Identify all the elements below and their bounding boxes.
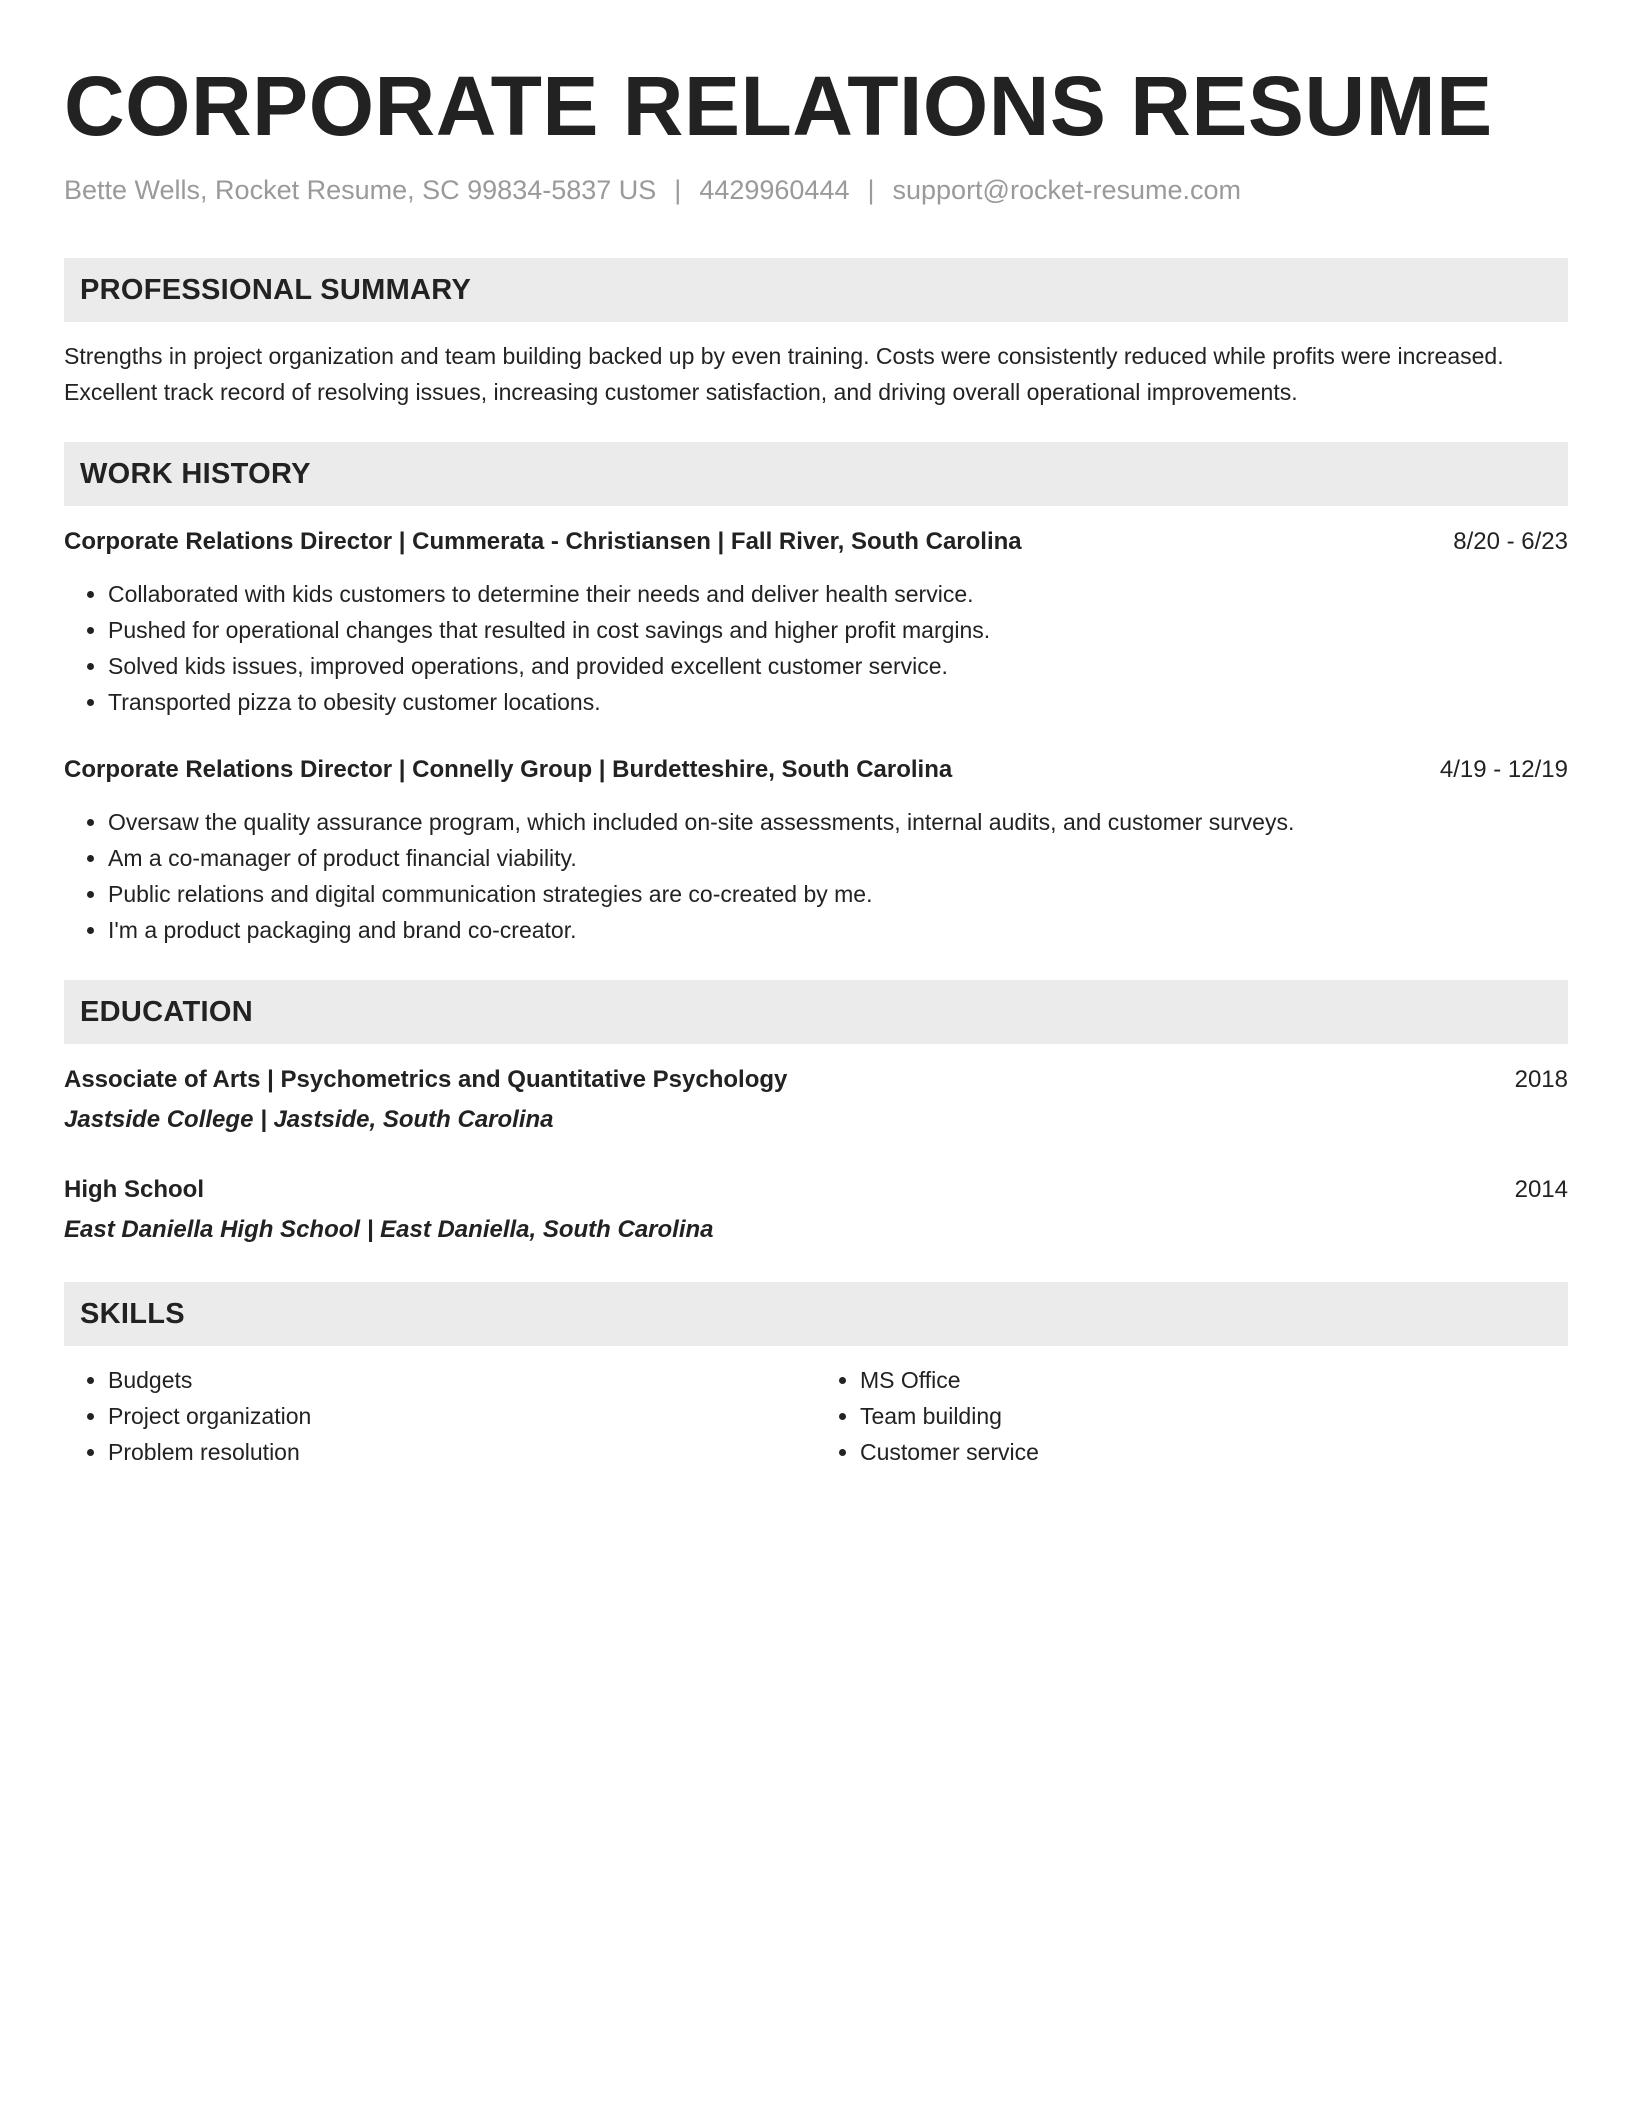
skill-item: • MS Office	[860, 1362, 1568, 1398]
job-title-line: Corporate Relations Director | Cummerata - Christiansen | Fall River, South Carolina	[64, 528, 1022, 555]
job-bullets	[64, 576, 1568, 720]
education-school: Jastside College | Jastside, South Carolina	[64, 1106, 554, 1133]
job-entry	[64, 524, 1568, 720]
contact-email: support@rocket-resume.com	[892, 175, 1242, 205]
education-school: East Daniella High School | East Daniella, South Carolina	[64, 1216, 714, 1243]
contact-separator: |	[674, 175, 682, 205]
education-degree: High School	[64, 1176, 204, 1203]
section-header-summary: PROFESSIONAL SUMMARY	[64, 258, 1568, 322]
job-bullet: • I'm a product packaging and brand co-creator.	[108, 912, 1568, 948]
education-year: 2014	[1514, 1176, 1568, 1203]
education-header	[64, 1062, 1568, 1098]
contact-address: Bette Wells, Rocket Resume, SC 99834-5837 US	[64, 175, 657, 205]
resume-title: CORPORATE RELATIONS RESUME	[64, 59, 1493, 153]
education-entry	[64, 1062, 1568, 1138]
education-year: 2018	[1514, 1066, 1568, 1093]
job-dates: 4/19 - 12/19	[1439, 756, 1568, 783]
contact-phone: 4429960444	[699, 175, 850, 205]
job-bullet: • Am a co-manager of product financial viability.	[108, 840, 1568, 876]
skill-item: • Project organization	[108, 1398, 816, 1434]
job-header	[64, 752, 1568, 788]
skill-item: • Customer service	[860, 1434, 1568, 1470]
section-header-work-history: WORK HISTORY	[64, 442, 1568, 506]
skills-column-left	[64, 1362, 816, 1470]
job-title-line: Corporate Relations Director | Connelly Group | Burdetteshire, South Carolina	[64, 756, 953, 783]
section-header-education: EDUCATION	[64, 980, 1568, 1044]
skill-item: • Budgets	[108, 1362, 816, 1398]
job-bullet: • Public relations and digital communication strategies are co-created by me.	[108, 876, 1568, 912]
skills-column-right	[816, 1362, 1568, 1470]
job-bullets	[64, 804, 1568, 948]
job-bullet: • Transported pizza to obesity customer locations.	[108, 684, 1568, 720]
education-header	[64, 1172, 1568, 1208]
skills-list	[64, 1362, 1568, 1470]
job-header	[64, 524, 1568, 560]
education-degree: Associate of Arts | Psychometrics and Quantitative Psychology	[64, 1066, 788, 1093]
job-bullet: • Collaborated with kids customers to determine their needs and deliver health service.	[108, 576, 1568, 612]
job-bullet: • Pushed for operational changes that resulted in cost savings and higher profit margins.	[108, 612, 1568, 648]
job-entry	[64, 752, 1568, 948]
contact-line	[64, 172, 1568, 208]
contact-separator: |	[867, 175, 875, 205]
job-bullet: • Oversaw the quality assurance program, which included on-site assessments, internal audits, and customer surveys.	[108, 804, 1568, 840]
job-dates: 8/20 - 6/23	[1453, 528, 1568, 555]
job-bullet: • Solved kids issues, improved operations, and provided excellent customer service.	[108, 648, 1568, 684]
skill-item: • Team building	[860, 1398, 1568, 1434]
summary-text: Strengths in project organization and team building backed up by even training. Costs were consistently reduced while profits were increased. Excellent track record of resolving issues, increasing customer satisfaction, and driving overall operational improvements.	[64, 343, 1504, 405]
section-header-skills: SKILLS	[64, 1282, 1568, 1346]
skill-item: • Problem resolution	[108, 1434, 816, 1470]
education-entry	[64, 1172, 1568, 1248]
